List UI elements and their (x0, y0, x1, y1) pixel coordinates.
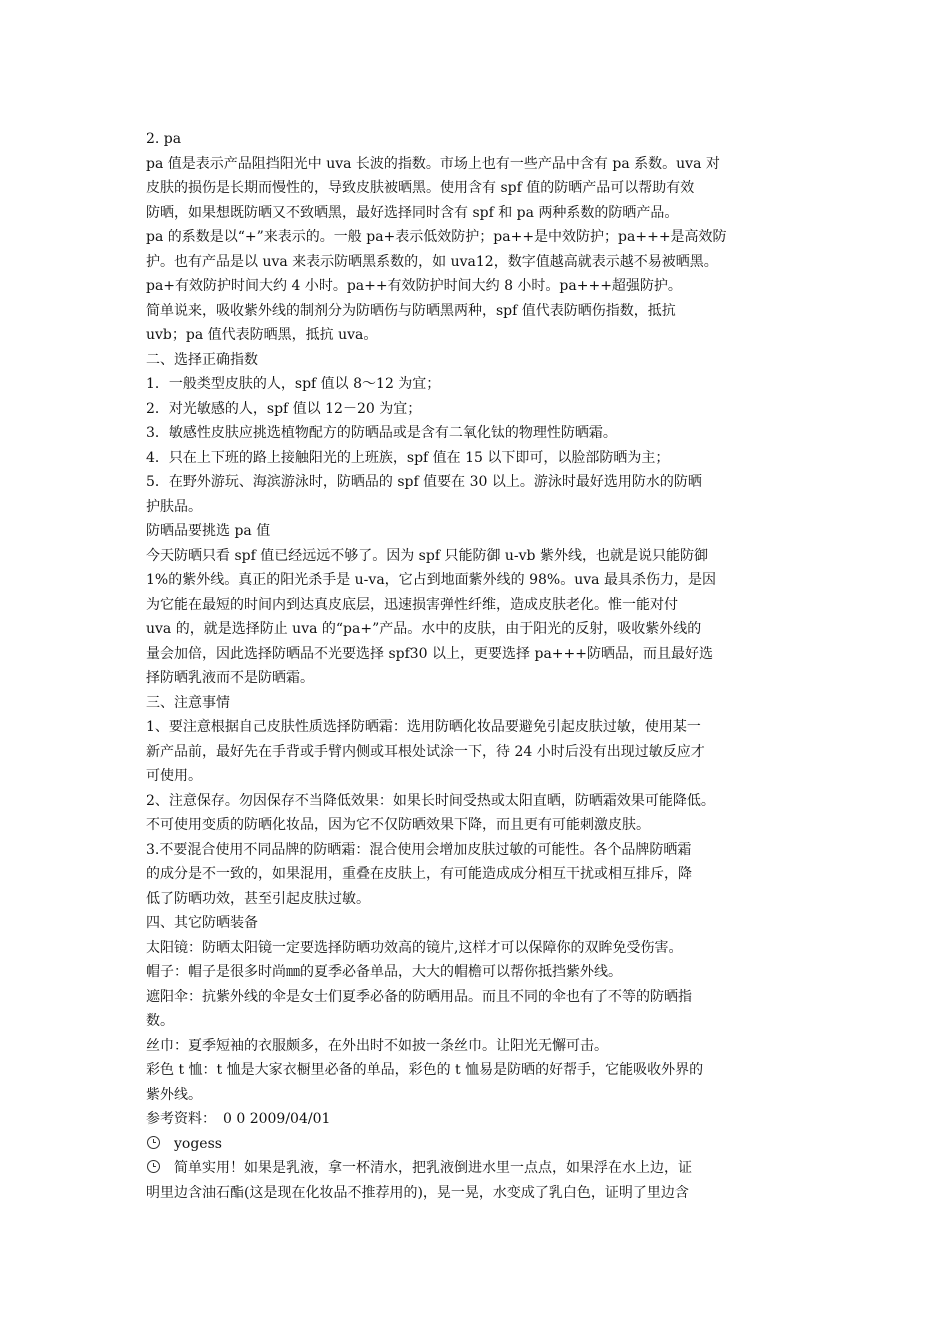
text-line: 护。也有产品是以 uva 来表示防晒黑系数的，如 uva12，数字值越高就表示越不易被晒黑。 (146, 253, 718, 270)
text-line: 的成分是不一致的，如果混用，重叠在皮肤上，有可能造成成分相互干扰或相互排斥，降 (146, 866, 692, 882)
text-line: pa 值是表示产品阻挡阳光中 uva 长波的指数。市场上也有一些产品中含有 pa 系数。uva 对 (146, 155, 720, 172)
user-line (146, 1132, 826, 1157)
text-line: 防晒品要挑选 pa 值 (146, 523, 271, 539)
text-line: 3.不要混合使用不同品牌的防晒霜：混合使用会增加皮肤过敏的可能性。各个品牌防晒霜 (146, 841, 692, 858)
text-line: 二、选择正确指数 (146, 351, 258, 368)
text-line: uva 的，就是选择防止 uva 的“pa+”产品。水中的皮肤，由于阳光的反射，吸收紫外线的 (146, 621, 702, 637)
text-line: 防晒，如果想既防晒又不致晒黑，最好选择同时含有 spf 和 pa 两种系数的防晒产品。 (146, 204, 679, 221)
text-line: 新产品前，最好先在手背或手臂内侧或耳根处试涂一下，待 24 小时后没有出现过敏反应才 (146, 743, 705, 760)
text-line: 丝巾：夏季短袖的衣服颇多，在外出时不如披一条丝巾。让阳光无懈可击。 (146, 1037, 608, 1054)
user-name: yogess (174, 1135, 222, 1152)
clock-icon (147, 1136, 160, 1149)
text-line: 低了防晒功效，甚至引起皮肤过敏。 (146, 890, 370, 907)
text-line: 参考资料： 0 0 2009/04/01 (146, 1111, 331, 1127)
text-line: 1、要注意根据自己皮肤性质选择防晒霜：选用防晒化妆品要避免引起皮肤过敏，使用某一 (146, 719, 701, 735)
text-line: 1%的紫外线。真正的阳光杀手是 u-va，它占到地面紫外线的 98%。uva 最具杀伤力，是因 (146, 572, 716, 588)
text-line: uvb；pa 值代表防晒黑，抵抗 uva。 (146, 327, 378, 343)
text-line: 不可使用变质的防晒化妆品，因为它不仅防晒效果下降，而且更有可能刺激皮肤。 (146, 817, 650, 833)
document-text (146, 127, 826, 1132)
text-line: 数。 (146, 1013, 174, 1029)
text-line: 择防晒乳液而不是防晒霜。 (146, 670, 314, 686)
text-line: 今天防晒只看 spf 值已经远远不够了。因为 spf 只能防御 u-vb 紫外线，也就是说只能防御 (146, 547, 708, 564)
text-line: 帽子：帽子是很多时尚㎜的夏季必备单品，大大的帽檐可以帮你抵挡紫外线。 (146, 964, 622, 980)
text-line: 5．在野外游玩、海滨游泳时，防晒品的 spf 值要在 30 以上。游泳时最好选用防水的防晒 (146, 474, 702, 490)
text-line: pa+有效防护时间大约 4 小时。pa++有效防护时间大约 8 小时。pa+++超强防护。 (146, 278, 682, 294)
answer-text-1: 简单实用！如果是乳液，拿一杯清水，把乳液倒进水里一点点，如果浮在水上边，证 (174, 1160, 692, 1176)
text-line: 护肤品。 (146, 498, 202, 515)
text-line: 可使用。 (146, 768, 202, 784)
text-line: 彩色 t 恤：t 恤是大家衣橱里必备的单品，彩色的 t 恤易是防晒的好帮手，它能吸收外界的 (146, 1062, 704, 1078)
answer-line-1 (146, 1156, 826, 1181)
text-line: 四、其它防晒装备 (146, 915, 258, 931)
text-line: 太阳镜：防晒太阳镜一定要选择防晒功效高的镜片,这样才可以保障你的双眸免受伤害。 (146, 939, 683, 956)
text-line: 2、注意保存。勿因保存不当降低效果：如果长时间受热或太阳直晒，防晒霜效果可能降低。 (146, 792, 715, 809)
text-line: pa 的系数是以“+”来表示的。一般 pa+表示低效防护；pa++是中效防护；pa+++是高效防 (146, 229, 727, 245)
text-line: 三、注意事情 (146, 694, 230, 711)
text-line: 1．一般类型皮肤的人，spf 值以 8～12 为宜； (146, 376, 441, 392)
text-line: 3．敏感性皮肤应挑选植物配方的防晒品或是含有二氧化钛的物理性防晒霜。 (146, 425, 617, 441)
answer-line-2 (146, 1181, 826, 1206)
answer-text-2: 明里边含油石酯(这是现在化妆品不推荐用的)，晃一晃，水变成了乳白色，证明了里边含 (146, 1184, 689, 1201)
text-line: 为它能在最短的时间内到达真皮底层，迅速损害弹性纤维，造成皮肤老化。惟一能对付 (146, 596, 678, 613)
text-line: 紫外线。 (146, 1086, 202, 1103)
text-line: 2．对光敏感的人，spf 值以 12－20 为宜； (146, 400, 422, 417)
text-line: 2. pa (146, 131, 182, 147)
clock-icon (147, 1160, 160, 1173)
text-line: 遮阳伞：抗紫外线的伞是女士们夏季必备的防晒用品。而且不同的伞也有了不等的防晒指 (146, 988, 692, 1005)
document-body (146, 127, 826, 1205)
text-line: 量会加倍，因此选择防晒品不光要选择 spf30 以上，更要选择 pa+++防晒品，而且最好选 (146, 645, 713, 662)
text-line: 简单说来，吸收紫外线的制剂分为防晒伤与防晒黑两种，spf 值代表防晒伤指数，抵抗 (146, 302, 676, 319)
text-line: 4．只在上下班的路上接触阳光的上班族，spf 值在 15 以下即可，以脸部防晒为主； (146, 449, 670, 466)
text-line: 皮肤的损伤是长期而慢性的，导致皮肤被晒黑。使用含有 spf 值的防晒产品可以帮助有效 (146, 180, 695, 196)
